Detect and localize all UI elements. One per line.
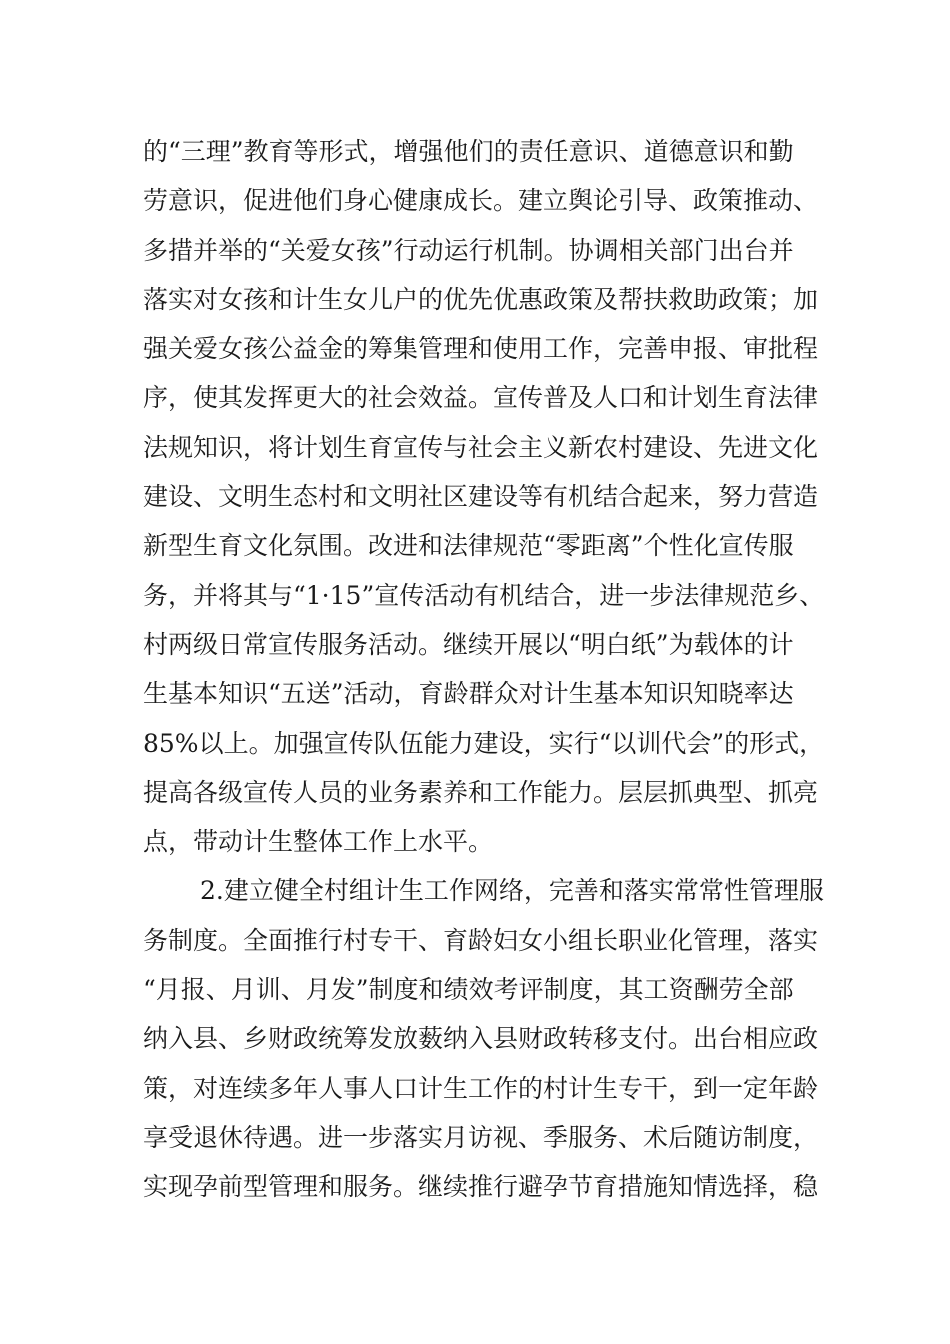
text-line: 劳意识，促进他们身心健康成长。建立舆论引导、政策推动、 xyxy=(143,186,819,216)
text-line: 85%以上。加强宣传队伍能力建设，实行“以训代会”的形式， xyxy=(143,728,825,758)
text-line: 提高各级宣传人员的业务素养和工作能力。层层抓典型、抓亮 xyxy=(143,777,819,807)
text-line: 多措并举的“关爱女孩”行动运行机制。协调相关部门出台并 xyxy=(143,235,794,265)
text-line: 2.建立健全村组计生工作网络，完善和落实常常性管理服 xyxy=(200,876,824,906)
text-line: “月报、月训、月发”制度和绩效考评制度，其工资酬劳全部 xyxy=(143,975,794,1005)
text-line: 建设、文明生态村和文明社区建设等有机结合起来，努力营造 xyxy=(143,482,819,512)
text-line: 策，对连续多年人事人口计生工作的村计生专干，到一定年龄 xyxy=(143,1073,819,1103)
text-line: 法规知识，将计划生育宣传与社会主义新农村建设、先进文化 xyxy=(143,432,819,462)
text-line: 序，使其发挥更大的社会效益。宣传普及人口和计划生育法律 xyxy=(143,383,819,413)
text-line: 村两级日常宣传服务活动。继续开展以“明白纸”为载体的计 xyxy=(143,629,794,659)
text-line: 的“三理”教育等形式，增强他们的责任意识、道德意识和勤 xyxy=(143,137,794,166)
text-line: 务，并将其与“1·15”宣传活动有机结合，进一步法律规范乡、 xyxy=(143,580,825,610)
text-line: 务制度。全面推行村专干、育龄妇女小组长职业化管理，落实 xyxy=(143,925,819,955)
text-line: 落实对女孩和计生女儿户的优先优惠政策及帮扶救助政策；加 xyxy=(143,284,819,314)
text-line: 强关爱女孩公益金的筹集管理和使用工作，完善申报、审批程 xyxy=(143,334,819,364)
text-line: 享受退休待遇。进一步落实月访视、季服务、术后随访制度， xyxy=(143,1122,819,1152)
text-line: 生基本知识“五送”活动，育龄群众对计生基本知识知晓率达 xyxy=(143,679,794,709)
text-line: 纳入县、乡财政统筹发放薮纳入县财政转移支付。出台相应政 xyxy=(143,1024,819,1054)
body-text xyxy=(143,127,843,1212)
text-line: 新型生育文化氛围。改进和法律规范“零距离”个性化宣传服 xyxy=(143,531,794,561)
text-line: 点，带动计生整体工作上水平。 xyxy=(143,827,494,857)
text-line: 实现孕前型管理和服务。继续推行避孕节育措施知情选择，稳 xyxy=(143,1172,819,1202)
